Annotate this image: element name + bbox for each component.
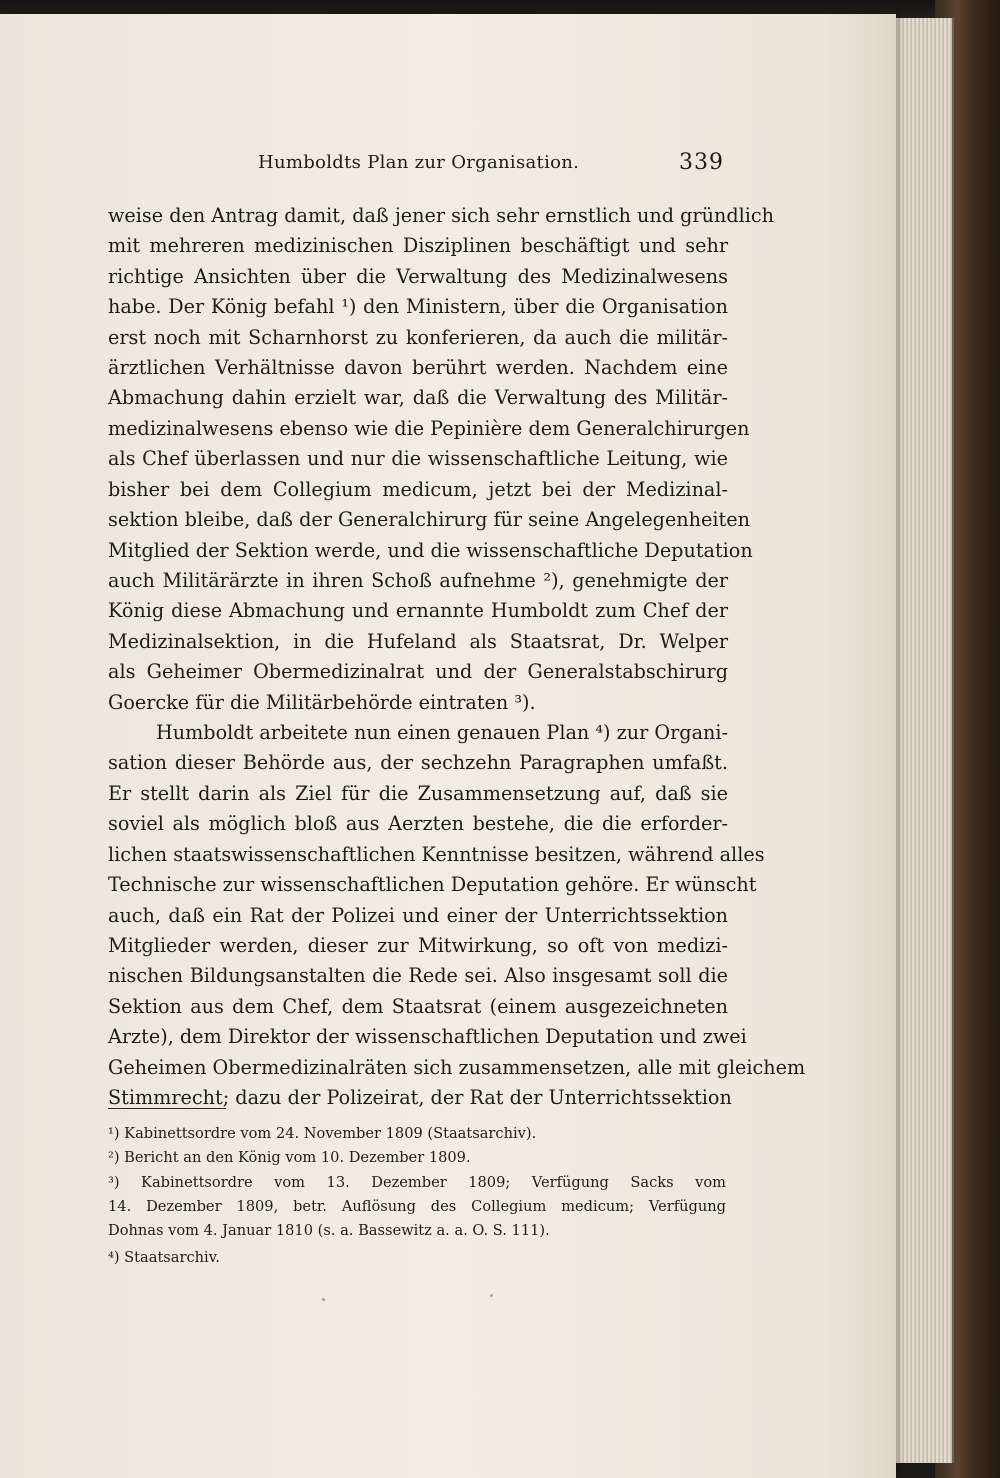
body-line: Medizinalsektion, in die Hufeland als Staatsrat, Dr. Welper: [108, 630, 728, 653]
body-line: als Geheimer Obermedizinalrat und der Generalstabschirurg: [108, 660, 728, 683]
body-line: weise den Antrag damit, daß jener sich sehr ernstlich und gründlich: [108, 204, 774, 227]
body-line: lichen staatswissenschaftlichen Kenntnisse besitzen, während alles: [108, 843, 765, 866]
body-line: sektion bleibe, daß der Generalchirurg für seine Angelegenheiten: [108, 508, 750, 531]
paper-speck: [490, 1294, 493, 1297]
body-line: Er stellt darin als Ziel für die Zusammensetzung auf, daß sie: [108, 782, 728, 805]
body-line: medizinalwesens ebenso wie die Pepinière dem Generalchirurgen: [108, 417, 750, 440]
page-number: 339: [679, 150, 724, 175]
body-line: erst noch mit Scharnhorst zu konferieren, da auch die militär-: [108, 326, 728, 349]
footnote: ¹) Kabinettsordre vom 24. November 1809 (Staatsarchiv).: [108, 1125, 537, 1142]
footnote: ³) Kabinettsordre vom 13. Dezember 1809; Verfügung Sacks vom: [108, 1174, 726, 1191]
footnote: ²) Bericht an den König vom 10. Dezember 1809.: [108, 1149, 471, 1166]
body-line: sation dieser Behörde aus, der sechzehn Paragraphen umfaßt.: [108, 751, 728, 774]
body-line: Sektion aus dem Chef, dem Staatsrat (einem ausgezeichneten: [108, 995, 728, 1018]
body-line: Mitglieder werden, dieser zur Mitwirkung, so oft von medizi-: [108, 934, 728, 957]
body-line: Humboldt arbeitete nun einen genauen Plan ⁴) zur Organi-: [156, 721, 728, 744]
running-head: Humboldts Plan zur Organisation.: [258, 152, 580, 173]
paper-speck: [322, 1298, 325, 1301]
body-line: Abmachung dahin erzielt war, daß die Verwaltung des Militär-: [108, 386, 728, 409]
body-line: auch Militärärzte in ihren Schoß aufnehme ²), genehmigte der: [108, 569, 728, 592]
body-line: Mitglied der Sektion werde, und die wissenschaftliche Deputation: [108, 539, 753, 562]
body-line: König diese Abmachung und ernannte Humboldt zum Chef der: [108, 599, 728, 622]
body-line: Goercke für die Militärbehörde eintraten ³).: [108, 691, 536, 714]
body-line: als Chef überlassen und nur die wissenschaftliche Leitung, wie: [108, 447, 728, 470]
body-line: mit mehreren medizinischen Disziplinen beschäftigt und sehr: [108, 234, 728, 257]
body-line: bisher bei dem Collegium medicum, jetzt bei der Medizinal-: [108, 478, 728, 501]
body-line: nischen Bildungsanstalten die Rede sei. Also insgesamt soll die: [108, 964, 728, 987]
body-line: soviel als möglich bloß aus Aerzten bestehe, die die erforder-: [108, 812, 728, 835]
body-line: Geheimen Obermedizinalräten sich zusammensetzen, alle mit gleichem: [108, 1056, 806, 1079]
footnote: 14. Dezember 1809, betr. Auflösung des Collegium medicum; Verfügung: [108, 1198, 726, 1215]
footnote: Dohnas vom 4. Januar 1810 (s. a. Bassewitz a. a. O. S. 111).: [108, 1222, 550, 1239]
body-line: ärztlichen Verhältnisse davon berührt werden. Nachdem eine: [108, 356, 728, 379]
body-line: richtige Ansichten über die Verwaltung des Medizinalwesens: [108, 265, 728, 288]
body-line: Technische zur wissenschaftlichen Deputation gehöre. Er wünscht: [108, 873, 757, 896]
body-line: auch, daß ein Rat der Polizei und einer der Unterrichtssektion: [108, 904, 728, 927]
body-line: Arzte), dem Direktor der wissenschaftlichen Deputation und zwei: [108, 1025, 747, 1048]
footnote-separator: [108, 1108, 226, 1109]
body-line: Stimmrecht; dazu der Polizeirat, der Rat der Unterrichtssektion: [108, 1086, 732, 1109]
footnote: ⁴) Staatsarchiv.: [108, 1249, 220, 1266]
body-line: habe. Der König befahl ¹) den Ministern, über die Organisation: [108, 295, 728, 318]
